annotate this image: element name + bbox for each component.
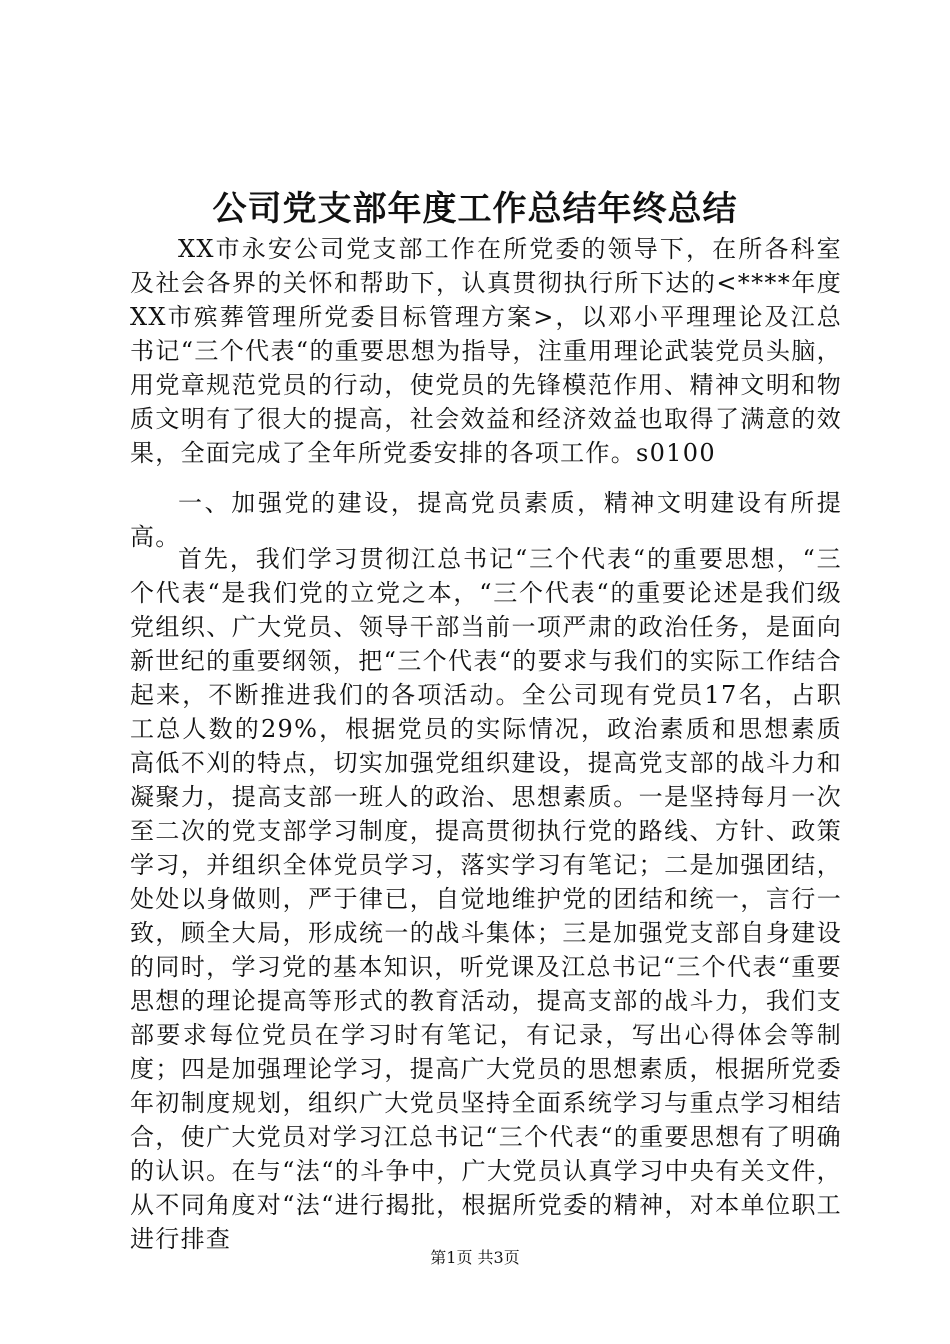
document-title: 公司党支部年度工作总结年终总结 [212, 189, 738, 229]
intro-paragraph: XX市永安公司党支部工作在所党委的领导下，在所各科室及社会各界的关怀和帮助下，认真贯彻执行所下达的<****年度XX市殡葬管理所党委目标管理方案>，以邓小平理理论及江总书记“三个代表“的重要思想为指导，注重用理论武装党员头脑，用党章规范党员的行动，使党员的先锋模范作用、精神文明和物质文明有了很大的提高，社会效益和经济效益也取得了满意的效果，全面完成了全年所党委安排的各项工作。s0100 [130, 235, 842, 467]
body-paragraph: 首先，我们学习贯彻江总书记“三个代表“的重要思想，“三个代表“是我们党的立党之本，“三个代表“的重要论述是我们级党组织、广大党员、领导干部当前一项严肃的政治任务，是面向新世纪的重要纲领，把“三个代表“的要求与我们的实际工作结合起来，不断推进我们的各项活动。全公司现有党员17名，占职工总人数的29%，根据党员的实际情况，政治素质和思想素质高低不刈的特点，切实加强党组织建设，提高党支部的战斗力和凝聚力，提高支部一班人的政治、思想素质。一是坚持每月一次至二次的党支部学习制度，提高贯彻执行党的路线、方针、政策学习，并组织全体党员学习，落实学习有笔记；二是加强团结，处处以身做则，严于律已，自觉地维护党的团结和统一，言行一致，顾全大局，形成统一的战斗集体；三是加强党支部自身建设的同时，学习党的基本知识，听党课及江总书记“三个代表“重要思想的理论提高等形式的教育活动，提高支部的战斗力，我们支部要求每位党员在学习时有笔记，有记录，写出心得体会等制度；四是加强理论学习，提高广大党员的思想素质，根据所党委年初制度规划，组织广大党员坚持全面系统学习与重点学习相结合，使广大党员对学习江总书记“三个代表“的重要思想有了明确的认识。在与“法“的斗争中，广大党员认真学习中央有关文件，从不同角度对“法“进行揭批，根据所党委的精神，对本单位职工进行排查 [130, 545, 842, 1253]
section-heading-paragraph: 一、加强党的建设，提高党员素质，精神文明建设有所提高。 [130, 489, 842, 551]
page-number-footer: 第1页 共3页 [430, 1248, 520, 1267]
